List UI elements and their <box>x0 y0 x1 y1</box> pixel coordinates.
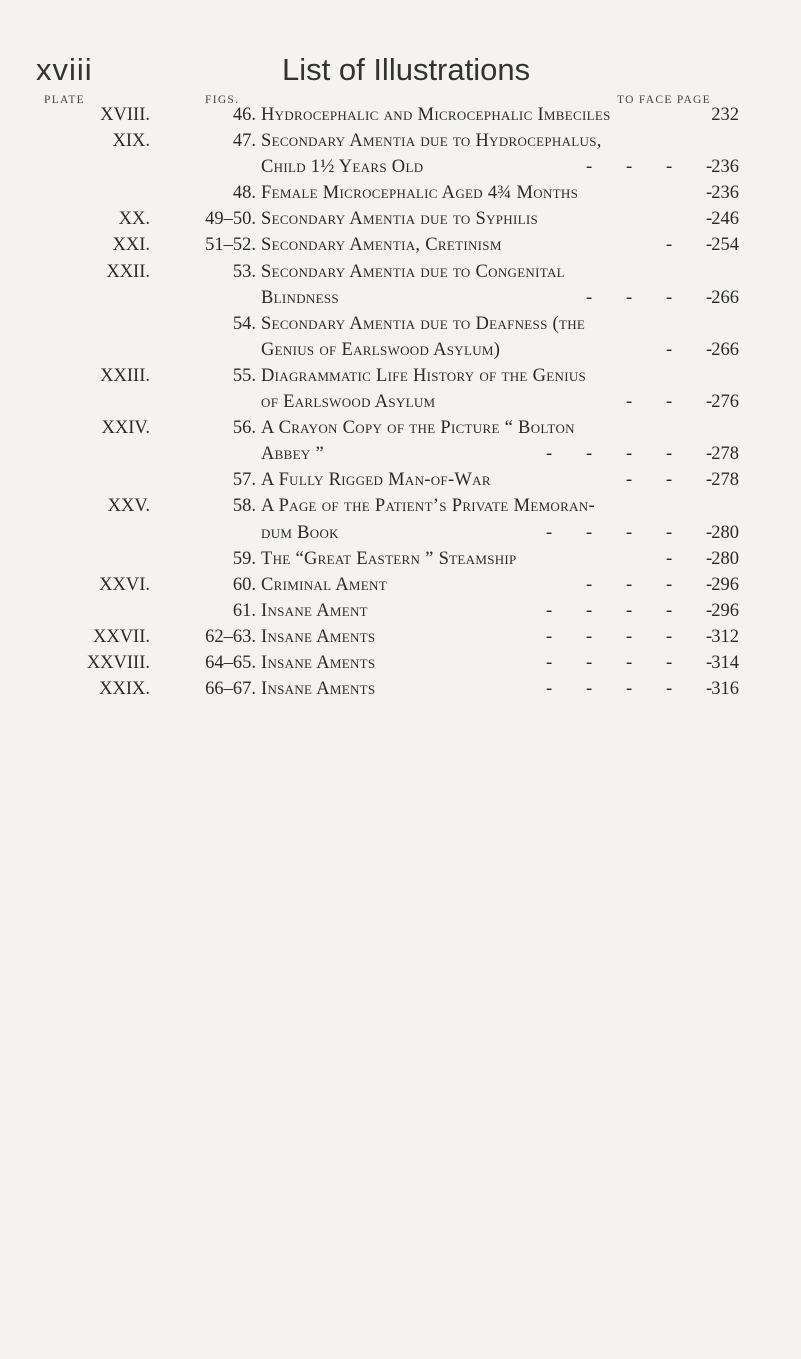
illustration-title: Secondary Amentia due to Hydrocephalus, <box>261 131 602 152</box>
list-item <box>0 493 801 519</box>
figure-number: 46. <box>232 105 256 125</box>
dot-leader: - <box>706 183 713 204</box>
list-item <box>0 259 801 285</box>
plate-number: XX. <box>118 209 150 230</box>
illustration-title: Hydrocephalic and Microcephalic Imbeciles <box>261 105 611 125</box>
figure-number: 54. <box>232 313 256 334</box>
page-number: 280 <box>711 522 739 543</box>
dot-leader: - <box>546 626 553 647</box>
illustration-title: Secondary Amentia, Cretinism <box>261 235 502 256</box>
dot-leader: - <box>546 652 553 673</box>
column-header-figs: FIGS. <box>205 94 240 106</box>
dot-leader: - <box>626 626 633 647</box>
dot-leader: - <box>586 679 593 700</box>
dot-leader: - <box>586 574 593 595</box>
page-number: 296 <box>711 574 739 595</box>
illustration-title: Insane Aments <box>261 679 376 700</box>
figure-number: 55. <box>232 365 256 386</box>
illustration-title: A Crayon Copy of the Picture “ Bolton <box>261 418 575 439</box>
illustration-title: Insane Ament <box>261 600 368 621</box>
page-number: 266 <box>711 287 739 308</box>
page-number: 278 <box>711 470 739 491</box>
page-number: 280 <box>711 548 739 569</box>
dot-leader: - <box>626 444 633 465</box>
dot-leader: - <box>706 235 713 256</box>
list-item <box>0 102 801 128</box>
illustration-title: A Page of the Patient’s Private Memoran- <box>261 496 595 517</box>
illustration-title: Child 1½ Years Old <box>261 157 424 178</box>
dot-leader: - <box>626 157 633 178</box>
dot-leader: - <box>626 287 633 308</box>
page-number: 276 <box>711 392 739 413</box>
dot-leader: - <box>706 339 713 360</box>
dot-leader: - <box>666 600 673 621</box>
figure-number: 48. <box>232 183 256 204</box>
dot-leader: - <box>706 444 713 465</box>
figure-number: 66–67. <box>205 679 256 700</box>
dot-leader: - <box>586 626 593 647</box>
plate-number: XXVII. <box>92 626 150 647</box>
illustration-list <box>0 102 801 702</box>
figure-number: 49–50. <box>205 209 256 230</box>
page-number: 314 <box>711 652 739 673</box>
column-header-plate: PLATE <box>44 94 85 106</box>
dot-leader: - <box>586 600 593 621</box>
page-number: 316 <box>711 679 739 700</box>
list-item <box>0 337 801 363</box>
dot-leader: - <box>586 652 593 673</box>
illustration-title: Secondary Amentia due to Congenital <box>261 261 565 282</box>
dot-leader: - <box>706 548 713 569</box>
dot-leader: - <box>706 522 713 543</box>
illustration-title: Criminal Ament <box>261 574 387 595</box>
page-number: 246 <box>711 209 739 230</box>
illustration-title: Secondary Amentia due to Syphilis <box>261 209 539 230</box>
dot-leader: - <box>706 600 713 621</box>
illustration-title: Insane Aments <box>261 626 376 647</box>
dot-leader: - <box>666 548 673 569</box>
list-item <box>0 128 801 154</box>
figure-number: 60. <box>232 574 256 595</box>
dot-leader: - <box>666 652 673 673</box>
list-item <box>0 546 801 572</box>
plate-number: XXVI. <box>99 574 150 595</box>
list-item <box>0 572 801 598</box>
list-item <box>0 520 801 546</box>
figure-number: 53. <box>232 261 256 282</box>
illustration-title: dum Book <box>261 522 339 543</box>
page-number: 254 <box>711 235 739 256</box>
dot-leader: - <box>666 157 673 178</box>
dot-leader: - <box>626 470 633 491</box>
dot-leader: - <box>626 522 633 543</box>
plate-number: XXVIII. <box>86 652 150 673</box>
list-item <box>0 180 801 206</box>
page-number: 236 <box>711 183 739 204</box>
illustration-title: Female Microcephalic Aged 4¾ Months <box>261 183 579 204</box>
plate-number: XIX. <box>112 131 150 152</box>
dot-leader: - <box>666 287 673 308</box>
figure-number: 51–52. <box>205 235 256 256</box>
dot-leader: - <box>666 679 673 700</box>
dot-leader: - <box>706 470 713 491</box>
illustration-title: Genius of Earlswood Asylum) <box>261 339 501 360</box>
list-item <box>0 206 801 232</box>
figure-number: 57. <box>232 470 256 491</box>
dot-leader: - <box>666 235 673 256</box>
plate-number: XXII. <box>106 261 150 282</box>
list-item <box>0 598 801 624</box>
dot-leader: - <box>546 600 553 621</box>
dot-leader: - <box>626 652 633 673</box>
plate-number: XXI. <box>112 235 150 256</box>
list-item <box>0 363 801 389</box>
dot-leader: - <box>666 626 673 647</box>
dot-leader: - <box>706 287 713 308</box>
dot-leader: - <box>626 679 633 700</box>
column-header-face-page: TO FACE PAGE <box>617 94 711 106</box>
dot-leader: - <box>586 157 593 178</box>
list-item <box>0 441 801 467</box>
page-numeral: xviii <box>36 52 93 87</box>
page-number: 296 <box>711 600 739 621</box>
dot-leader: - <box>666 339 673 360</box>
figure-number: 47. <box>232 131 256 152</box>
list-item <box>0 389 801 415</box>
dot-leader: - <box>666 470 673 491</box>
list-item <box>0 467 801 493</box>
plate-number: XXV. <box>107 496 150 517</box>
dot-leader: - <box>706 157 713 178</box>
list-item <box>0 154 801 180</box>
dot-leader: - <box>626 392 633 413</box>
dot-leader: - <box>666 392 673 413</box>
list-item <box>0 415 801 441</box>
page-title: List of Illustrations <box>282 52 531 87</box>
figure-number: 56. <box>232 418 256 439</box>
plate-number: XVIII. <box>100 105 150 125</box>
plate-number: XXIII. <box>100 365 150 386</box>
figure-number: 64–65. <box>205 652 256 673</box>
dot-leader: - <box>626 574 633 595</box>
list-item <box>0 232 801 258</box>
dot-leader: - <box>706 652 713 673</box>
dot-leader: - <box>546 679 553 700</box>
list-item <box>0 624 801 650</box>
figure-number: 62–63. <box>205 626 256 647</box>
dot-leader: - <box>666 522 673 543</box>
list-item <box>0 285 801 311</box>
dot-leader: - <box>706 392 713 413</box>
dot-leader: - <box>666 574 673 595</box>
dot-leader: - <box>706 209 713 230</box>
dot-leader: - <box>546 444 553 465</box>
illustration-title: Insane Aments <box>261 652 376 673</box>
list-item <box>0 311 801 337</box>
illustration-title: The “Great Eastern ” Steamship <box>261 548 517 569</box>
figure-number: 58. <box>232 496 256 517</box>
dot-leader: - <box>546 522 553 543</box>
list-item <box>0 676 801 702</box>
illustration-title: of Earlswood Asylum <box>261 392 436 413</box>
dot-leader: - <box>666 444 673 465</box>
dot-leader: - <box>586 522 593 543</box>
illustration-title: A Fully Rigged Man-of-War <box>261 470 491 491</box>
dot-leader: - <box>706 574 713 595</box>
plate-number: XXIX. <box>99 679 150 700</box>
illustration-title: Diagrammatic Life History of the Genius <box>261 365 587 386</box>
list-item <box>0 650 801 676</box>
page-number: 232 <box>711 105 739 125</box>
illustration-title: Abbey ” <box>261 444 324 465</box>
illustration-title: Secondary Amentia due to Deafness (the <box>261 313 586 334</box>
dot-leader: - <box>626 600 633 621</box>
dot-leader: - <box>706 626 713 647</box>
dot-leader: - <box>586 287 593 308</box>
dot-leader: - <box>706 679 713 700</box>
page-number: 266 <box>711 339 739 360</box>
plate-number: XXIV. <box>101 418 150 439</box>
page-number: 278 <box>711 444 739 465</box>
page-number: 236 <box>711 157 739 178</box>
dot-leader: - <box>586 444 593 465</box>
illustration-title: Blindness <box>261 287 339 308</box>
figure-number: 61. <box>232 600 256 621</box>
figure-number: 59. <box>232 548 256 569</box>
page-number: 312 <box>711 626 739 647</box>
